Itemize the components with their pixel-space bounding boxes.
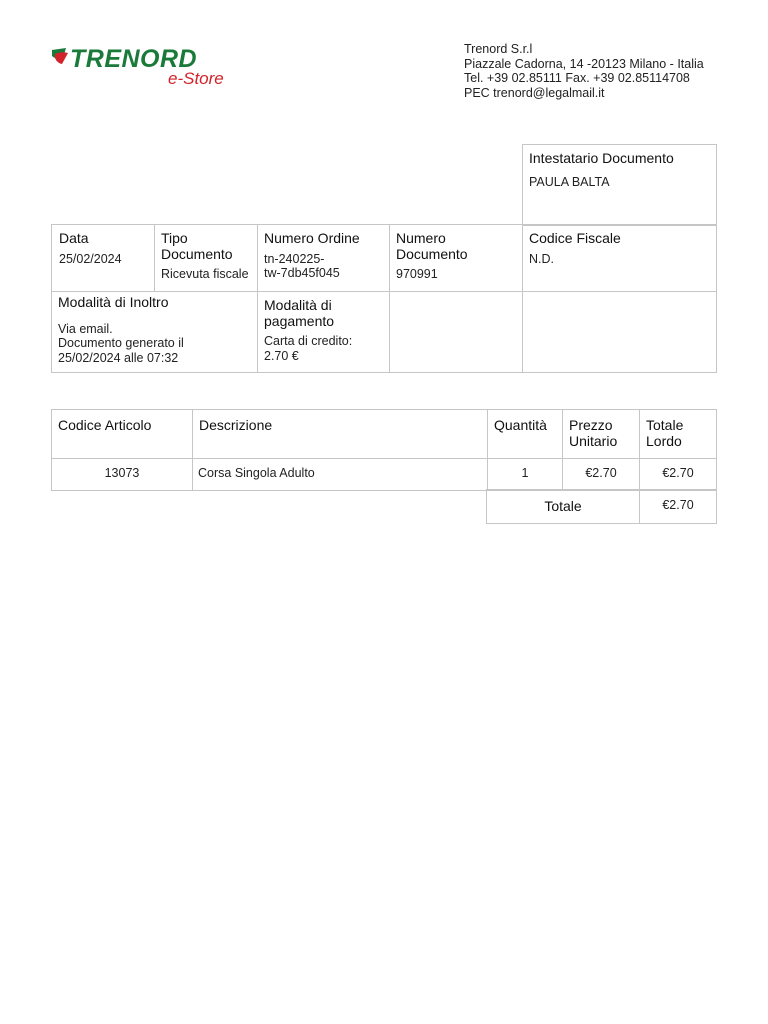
date-label: Data (59, 230, 89, 246)
payment-mode-label: Modalità di pagamento (264, 297, 335, 329)
doc-number-value: 970991 (396, 267, 438, 281)
svg-text:e-Store: e-Store (168, 69, 224, 88)
delivery-mode-value: Via email. Documento generato il 25/02/2024 alle 07:32 (58, 321, 184, 365)
total-label: Totale (544, 498, 582, 514)
total-value: €2.70 (662, 498, 694, 512)
header-unit-price: Prezzo Unitario (569, 417, 618, 449)
row-description: Corsa Singola Adulto (198, 466, 315, 480)
row-gross-total: €2.70 (662, 466, 694, 480)
holder-value: PAULA BALTA (529, 174, 610, 189)
order-number-cell (258, 225, 389, 287)
items-table (51, 409, 717, 491)
company-info (464, 42, 704, 100)
trenord-estore-logo (50, 44, 250, 90)
date-value: 25/02/2024 (59, 251, 122, 266)
order-number-value: tn-240225- tw-7db45f045 (264, 251, 340, 280)
payment-mode-cell (258, 292, 389, 369)
row-unit-price: €2.70 (585, 466, 617, 480)
payment-mode-value: Carta di credito: 2.70 € (264, 334, 353, 363)
total-box (486, 489, 717, 524)
header-gross-total: Totale Lordo (646, 417, 684, 449)
date-cell (53, 225, 154, 272)
company-address: Piazzale Cadorna, 14 -20123 Milano - Italia (464, 56, 704, 71)
company-name: Trenord S.r.l (464, 42, 533, 56)
doc-type-cell (155, 225, 257, 288)
delivery-mode-label: Modalità di Inoltro (58, 294, 169, 310)
tax-code-cell (523, 225, 716, 272)
svg-text:TRENORD: TRENORD (70, 45, 198, 73)
row-item-code: 13073 (104, 466, 140, 480)
document-info-grid (51, 224, 717, 373)
tax-code-label: Codice Fiscale (529, 230, 621, 246)
company-pec: PEC trenord@legalmail.it (464, 85, 605, 100)
holder-label: Intestatario Documento (529, 150, 674, 166)
delivery-mode-cell (52, 292, 257, 371)
company-phone: Tel. +39 02.85111 Fax. +39 02.85114708 (464, 71, 690, 85)
doc-type-label: Tipo Documento (161, 230, 233, 262)
order-number-label: Numero Ordine (264, 230, 360, 246)
row-quantity: 1 (521, 466, 529, 480)
holder-box (522, 144, 717, 226)
doc-number-label: Numero Documento (396, 230, 468, 262)
tax-code-value: N.D. (529, 251, 554, 266)
header-quantity: Quantità (494, 417, 547, 433)
doc-number-cell (390, 225, 522, 288)
header-item-code: Codice Articolo (58, 417, 152, 433)
header-description: Descrizione (199, 417, 273, 433)
doc-type-value: Ricevuta fiscale (161, 267, 249, 281)
